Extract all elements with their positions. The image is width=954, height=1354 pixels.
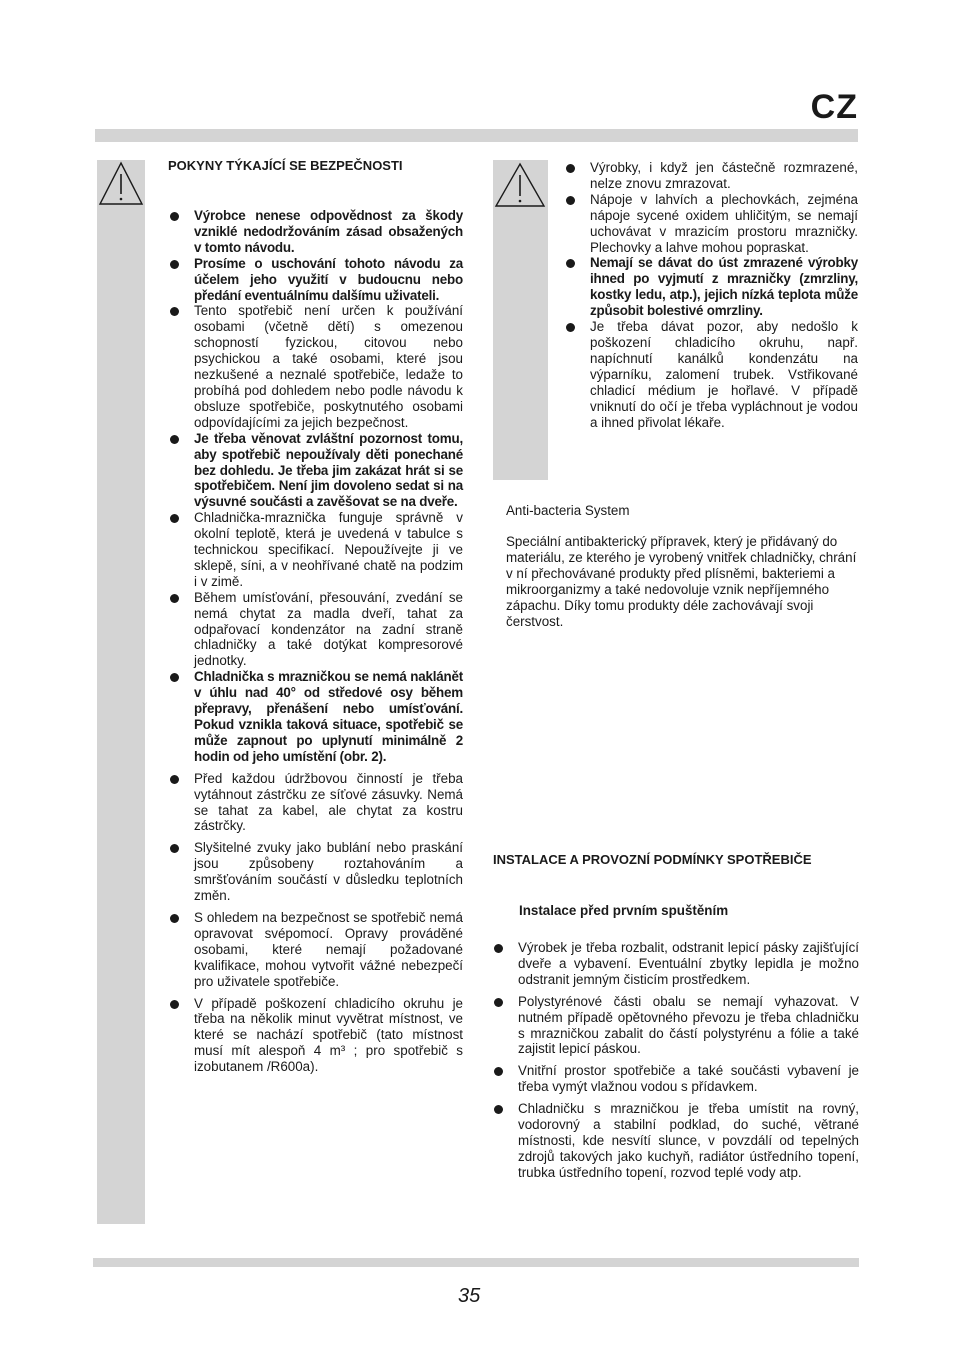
list-item: Během umísťování, přesouvání, zvedání se nemá chytat za madla dveří, tahat za odpařovací kondenzátor na zadní straně chladničky a také dotýkat kompresorové jednotky. — [168, 590, 463, 670]
warning-margin-strip — [97, 160, 145, 1224]
safety-list-continued — [564, 160, 858, 430]
list-item: Před každou údržbovou činností je třeba vytáhnout zástrčku ze síťové zásuvky. Nemá se tahat za kabel, ale chytat za kostru zástrčky. — [168, 771, 463, 835]
list-item: Tento spotřebič není určen k používání osobami (včetně dětí) s omezenou schopností fyzickou, citovou nebo psychickou a také osobami, které jsou nezkušené a neznalé spotřebiče, ledaže to probíhá pod dohledem nebo podle návodu k obsluze spotřebiče, poskytnutého osobami odpovídajícími za jejich bezpečnost. — [168, 303, 463, 430]
installation-list — [492, 940, 859, 1181]
warning-triangle-icon — [493, 160, 548, 212]
page-number: 35 — [458, 1285, 481, 1307]
installation-subheading: Instalace před prvním spuštěním — [519, 903, 729, 918]
list-item: Prosíme o uschování tohoto návodu za účelem jeho využití v budoucnu nebo předání eventuálnímu dalšímu uživateli. — [168, 256, 463, 304]
list-item: Výrobek je třeba rozbalit, odstranit lepicí pásky zajišťující dveře a vybavení. Eventuální zbytky lepidla je možno odstranit jemným čisticím prostředkem. — [492, 940, 859, 988]
list-item: Slyšitelné zvuky jako bublání nebo praskání jsou způsobeny roztahováním a smršťováním součástí v důsledku teplotních změn. — [168, 840, 463, 904]
safety-list — [168, 208, 463, 1075]
warning-triangle-icon — [97, 160, 145, 208]
list-item: Výrobce nenese odpovědnost za škody vzniklé nedodržováním zásad obsažených v tomto návodu. — [168, 208, 463, 256]
list-item: Polystyrénové části obalu se nemají vyhazovat. V nutném případě opětovného převozu je třeba chladničku s mrazničkou zabalit do částí polystyrénu a fólie a také zajistit lepicí páskou. — [492, 994, 859, 1058]
list-item: Chladničku s mrazničkou je třeba umístit na rovný, vodorovný a stabilní podklad, do suché, větrané místnosti, kde nesvítí slunce, v povzdálí od tepelných zdrojů takových jako kuchyň, radiátor ústředního topení, trubka ústředního topení, rozvod teplé vody atp. — [492, 1101, 859, 1181]
list-item: V případě poškození chladicího okruhu je třeba na několik minut vyvětrat místnost, ve které se nachází spotřebič (tato místnost musí mít alespoň 4 m³ ; pro spotřebič s izobutanem /R600a). — [168, 996, 463, 1076]
list-item: Výrobky, i když jen částečně rozmrazené, nelze znovu zmrazovat. — [564, 160, 858, 192]
list-item: S ohledem na bezpečnost se spotřebič nemá opravovat svépomocí. Opravy prováděné osobami, které nemají požadované kvalifikace, mohou vytvořit vážné nebezpečí pro uživatele spotřebiče. — [168, 910, 463, 990]
safety-heading: POKYNY TÝKAJÍCÍ SE BEZPEČNOSTI — [168, 158, 403, 173]
list-item: Vnitřní prostor spotřebiče a také součásti vybavení je třeba vymýt vlažnou vodou s přídavkem. — [492, 1063, 859, 1095]
list-item: Nápoje v lahvích a plechovkách, zejména nápoje sycené oxidem uhličitým, se nemají uchovávat v mrazicím prostoru mrazničky. Plechovky a lahve mohou popraskat. — [564, 192, 858, 256]
list-item: Je třeba dávat pozor, aby nedošlo k poškození chladicího okruhu, např. napíchnutí kanálků kondenzátu na výparníku, zalomení trubek. Vstřikované chladicí médium je hořlavé. V případě vniknutí do očí je třeba vypláchnout je vodou a ihned přivolat lékaře. — [564, 319, 858, 430]
list-item: Chladnička s mrazničkou se nemá naklánět v úhlu nad 40° od středové osy během přepravy, přenášení nebo umísťování. Pokud vznikla taková situace, spotřebič se může zapnout po uplynutí minimálně 2 hodin od jeho umístění (obr. 2). — [168, 669, 463, 764]
language-code: CZ — [810, 88, 858, 126]
antibacteria-title: Anti-bacteria System — [506, 503, 630, 518]
list-item: Je třeba věnovat zvláštní pozornost tomu, aby spotřebič nepoužívaly děti ponechané bez dohledu. Je třeba jim zakázat hrát si se spotřebičem. Není jim dovoleno sedat si na výsuvné součásti a zavěšovat se na dveře. — [168, 431, 463, 511]
footer-rule — [93, 1258, 859, 1267]
installation-heading: INSTALACE A PROVOZNÍ PODMÍNKY SPOTŘEBIČE — [493, 852, 812, 867]
list-item: Chladnička-mraznička funguje správně v okolní teplotě, která je uvedená v tabulce s technickou specifikací. Nepoužívejte ji ve sklepě, síni, a v neohřívané chatě na podzim i v zimě. — [168, 510, 463, 590]
list-item: Nemají se dávat do úst zmrazené výrobky ihned po vyjmutí z mrazničky (zmrzliny, kostky ledu, atp.), jejich nízká teplota může způsobit bolestivé omrzliny. — [564, 255, 858, 319]
header-rule — [95, 129, 858, 142]
antibacteria-text: Speciální antibakterický přípravek, který je přidávaný do materiálu, ze kterého je vyrobený vnitřek chladničky, chrání v ní přechovávané produkty před plísněmi, bakteriemi a mikroorganizmy a také nedovoluje vznik nepříjemného zápachu. Díky tomu produkty déle zachovávají svoji čerstvost. — [506, 534, 857, 629]
